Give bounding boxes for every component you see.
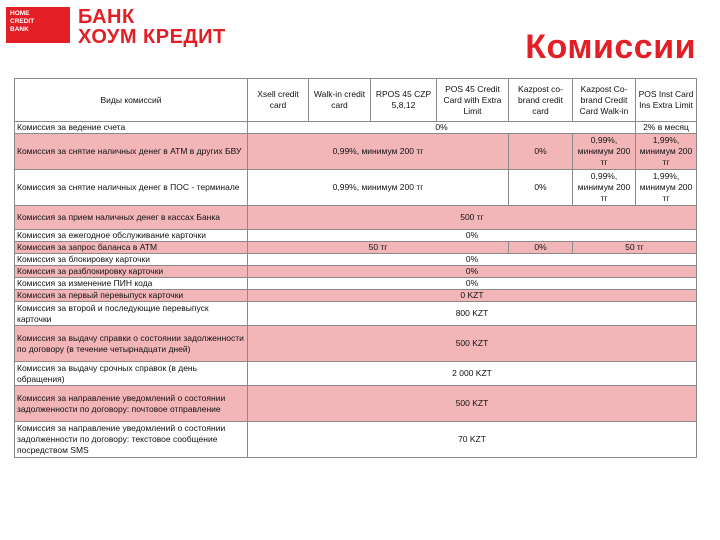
table-row <box>15 362 697 386</box>
cell-value: 0,99%, минимум 200 тг <box>248 170 509 206</box>
row-label: Комиссия за первый перевыпуск карточки <box>15 290 248 302</box>
page-title: Комиссии <box>525 28 696 66</box>
table-row <box>15 134 697 170</box>
row-label: Комиссия за выдачу справки о состоянии задолженности по договору (в течение четырнадцати дней) <box>15 326 248 362</box>
table-row <box>15 290 697 302</box>
cell-value: 0,99%, минимум 200 тг <box>573 170 636 206</box>
row-label: Комиссия за снятие наличных денег в ПОС - терминале <box>15 170 248 206</box>
table-row <box>15 242 697 254</box>
cell-value: 1,99%, минимум 200 тг <box>636 134 697 170</box>
cell-value: 50 тг <box>248 242 509 254</box>
table-row <box>15 422 697 458</box>
cell-value: 0% <box>248 278 697 290</box>
cell-value: 0% <box>248 230 697 242</box>
column-header: Виды комиссий <box>15 79 248 122</box>
row-label: Комиссия за разблокировку карточки <box>15 266 248 278</box>
table-row <box>15 302 697 326</box>
column-header: POS Inst Card Ins Extra Limit <box>636 79 697 122</box>
cell-value: 0% <box>509 242 573 254</box>
cell-value: 1,99%, минимум 200 тг <box>636 170 697 206</box>
row-label: Комиссия за изменение ПИН кода <box>15 278 248 290</box>
cell-value: 70 KZT <box>248 422 697 458</box>
table-row <box>15 230 697 242</box>
table-header-row <box>15 79 697 122</box>
table-row <box>15 266 697 278</box>
cell-value: 500 KZT <box>248 326 697 362</box>
table-row <box>15 326 697 362</box>
row-label: Комиссия за направление уведомлений о состоянии задолженности по договору: почтовое отправление <box>15 386 248 422</box>
column-header: Kazpost Co-brand Credit Card Walk-in <box>573 79 636 122</box>
bank-logo <box>6 7 226 47</box>
logo-wordmark-line: ХОУМ КРЕДИТ <box>78 26 226 48</box>
cell-value: 2 000 KZT <box>248 362 697 386</box>
row-label: Комиссия за ежегодное обслуживание карточки <box>15 230 248 242</box>
table-row <box>15 170 697 206</box>
logo-mark <box>6 7 70 43</box>
column-header: Kazpost co-brand credit card <box>509 79 573 122</box>
row-label: Комиссия за блокировку карточки <box>15 254 248 266</box>
logo-wordmark <box>78 7 226 47</box>
cell-value: 500 тг <box>248 206 697 230</box>
row-label: Комиссия за направление уведомлений о состоянии задолженности по договору: текстовое сообщение посредством SMS <box>15 422 248 458</box>
cell-value: 2% в месяц <box>636 122 697 134</box>
cell-value: 500 KZT <box>248 386 697 422</box>
row-label: Комиссия за ведение счета <box>15 122 248 134</box>
logo-wordmark-line: БАНК <box>78 6 135 28</box>
cell-value: 50 тг <box>573 242 697 254</box>
cell-value: 0% <box>248 266 697 278</box>
cell-value: 0 KZT <box>248 290 697 302</box>
table-row <box>15 122 697 134</box>
cell-value: 0% <box>509 170 573 206</box>
logo-mark-line: HOME <box>10 10 30 17</box>
cell-value: 0% <box>248 254 697 266</box>
column-header: RPOS 45 CZP 5,8,12 <box>371 79 437 122</box>
column-header: POS 45 Credit Card with Extra Limit <box>437 79 509 122</box>
row-label: Комиссия за снятие наличных денег в АТМ в других БВУ <box>15 134 248 170</box>
cell-value: 0% <box>248 122 636 134</box>
commissions-table <box>14 78 697 458</box>
cell-value: 800 KZT <box>248 302 697 326</box>
logo-mark-line: CREDIT <box>10 18 35 25</box>
table-row <box>15 278 697 290</box>
row-label: Комиссия за запрос баланса в АТМ <box>15 242 248 254</box>
table-row <box>15 206 697 230</box>
column-header: Xsell credit card <box>248 79 309 122</box>
table-row <box>15 254 697 266</box>
row-label: Комиссия за выдачу срочных справок (в день обращения) <box>15 362 248 386</box>
logo-mark-line: BANK <box>10 26 29 33</box>
cell-value: 0% <box>509 134 573 170</box>
row-label: Комиссия за второй и последующие перевыпуск карточки <box>15 302 248 326</box>
column-header: Walk-in credit card <box>309 79 371 122</box>
cell-value: 0,99%, минимум 200 тг <box>573 134 636 170</box>
cell-value: 0,99%, минимум 200 тг <box>248 134 509 170</box>
row-label: Комиссия за прием наличных денег в кассах Банка <box>15 206 248 230</box>
table-row <box>15 386 697 422</box>
